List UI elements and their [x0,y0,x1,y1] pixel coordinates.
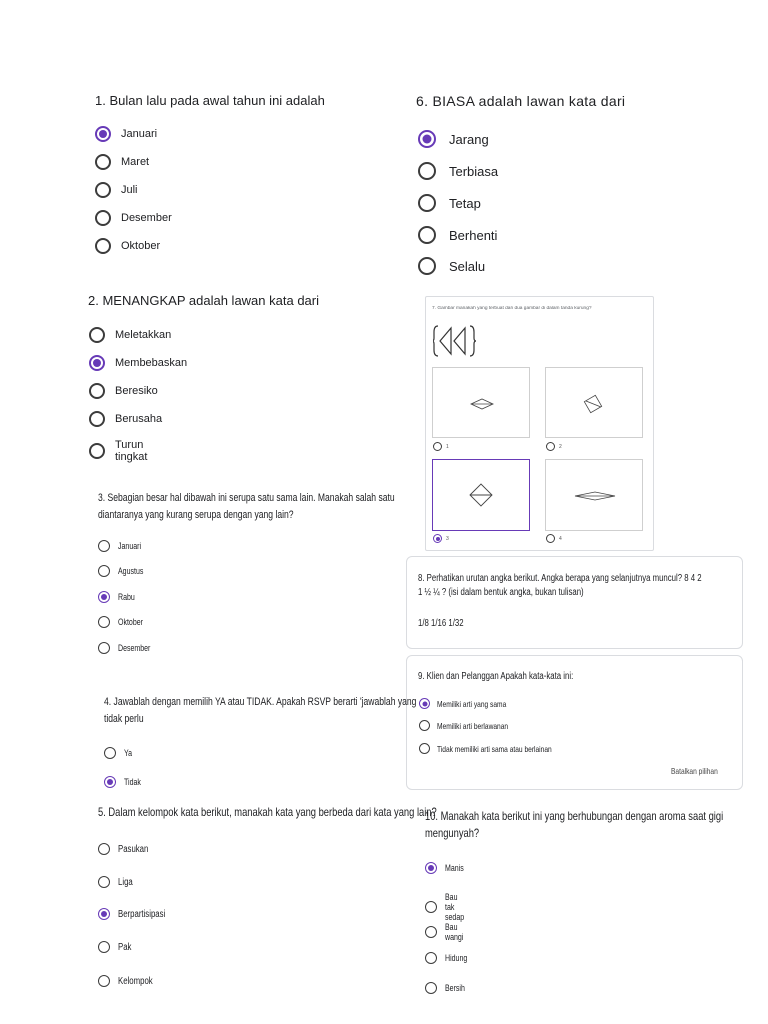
radio-icon[interactable] [95,238,111,254]
option-label: Liga [118,876,133,888]
option-maret[interactable] [95,154,149,170]
radio-icon[interactable] [98,975,110,987]
radio-selected-icon[interactable] [433,534,442,543]
radio-icon[interactable] [546,442,555,451]
radio-icon[interactable] [98,843,110,855]
option-label: Bersih [445,983,465,993]
question-title: 6. BIASA adalah lawan kata dari [416,93,626,109]
radio-selected-icon[interactable] [419,698,430,709]
option-tidak[interactable] [104,776,146,788]
question-7-card [425,296,654,551]
option-bau-wangi[interactable] [425,922,469,942]
question-title: 2. MENANGKAP adalah lawan kata dari [88,293,319,308]
option-januari[interactable] [95,126,157,142]
question-title: 1. Bulan lalu pada awal tahun ini adalah [95,93,325,108]
option-label: Berusaha [115,413,163,425]
option-label: Pasukan [118,843,149,855]
image-option-4[interactable] [545,459,643,531]
option-label: Oktober [118,617,143,627]
option-meletakkan[interactable] [89,327,171,343]
option-label: Juli [121,184,138,196]
question-title-line: 8. Perhatikan urutan angka berikut. Angka berapa yang selanjutnya muncul? 8 4 2 [418,573,702,584]
question-title-line: 1 ½ ¼ ? (isi dalam bentuk angka, bukan tulisan) [418,587,584,598]
option-berusaha[interactable] [89,411,162,427]
radio-icon[interactable] [95,210,111,226]
option-label: 2 [559,443,562,450]
option-hidung[interactable] [425,952,474,964]
option-oktober[interactable] [95,238,160,254]
radio-selected-icon[interactable] [425,862,437,874]
option-liga[interactable] [98,876,137,888]
option-label: Rabu [118,592,135,602]
option-beresiko[interactable] [89,383,158,399]
option-ya[interactable] [104,747,134,759]
option-juli[interactable] [95,182,138,198]
radio-icon[interactable] [89,383,105,399]
bracket-figure-icon [433,324,478,358]
option-bau-tak-sedap[interactable] [425,892,470,922]
question-title: 9. Klien dan Pelanggan Apakah kata-kata ini: [418,671,574,682]
question-title-line: 4. Jawablah dengan memilih YA atau TIDAK. Apakah RSVP berarti 'jawablah yang [104,696,417,708]
option-memiliki-arti-berlawanan[interactable] [419,720,528,731]
radio-icon[interactable] [89,443,105,459]
radio-icon[interactable] [418,194,436,212]
question-title-line: 10. Manakah kata berikut ini yang berhubungan dengan aroma saat gigi [425,809,724,823]
option-2[interactable] [546,442,562,451]
option-manis[interactable] [425,862,469,874]
radio-icon[interactable] [95,182,111,198]
radio-icon[interactable] [419,720,430,731]
radio-icon[interactable] [89,327,105,343]
radio-icon[interactable] [98,565,110,577]
option-4[interactable] [546,534,562,543]
option-label: Hidung [445,953,468,963]
radio-selected-icon[interactable] [104,776,116,788]
option-oktober[interactable] [98,616,150,628]
radio-icon[interactable] [98,876,110,888]
radio-icon[interactable] [89,411,105,427]
radio-icon[interactable] [425,926,437,938]
radio-icon[interactable] [95,154,111,170]
radio-icon[interactable] [418,257,436,275]
long-flat-diamond-icon [546,460,644,532]
option-label: Agustus [118,566,144,576]
option-3[interactable] [433,534,449,543]
option-label: Manis [445,863,464,873]
option-berhenti[interactable] [418,226,497,244]
option-label: Memiliki arti berlawanan [437,720,509,731]
radio-icon[interactable] [425,982,437,994]
option-label: Tidak memiliki arti sama atau berlainan [437,743,552,754]
option-label: Januari [121,128,158,140]
option-memiliki-arti-yang-sama[interactable] [419,698,526,709]
option-label: Tidak [124,777,141,787]
option-label: Turun tingkat [115,439,148,463]
answer-text-field[interactable]: 1/8 1/16 1/32 [418,618,464,629]
option-label: Berhenti [449,227,498,243]
option-berpartisipasi[interactable] [98,908,179,920]
radio-selected-icon[interactable] [98,591,110,603]
option-label: Terbiasa [449,163,499,179]
option-desember[interactable] [98,642,160,654]
option-label: Januari [118,541,142,551]
option-membebaskan[interactable] [89,355,187,371]
option-1[interactable] [433,442,449,451]
radio-selected-icon[interactable] [89,355,105,371]
option-label: Maret [121,156,150,168]
option-tetap[interactable] [418,194,481,212]
radio-icon[interactable] [104,747,116,759]
diamond-icon [433,460,529,530]
option-label: Desember [121,212,172,224]
option-label: Berpartisipasi [118,908,166,920]
image-option-3[interactable] [432,459,530,531]
option-selalu[interactable] [418,257,485,275]
radio-icon[interactable] [98,616,110,628]
radio-selected-icon[interactable] [95,126,111,142]
option-label: Ya [124,748,133,758]
question-9-card [406,655,743,790]
option-label: Tetap [449,195,481,211]
clear-selection-button[interactable]: Batalkan pilihan [671,766,718,776]
option-tidak-memiliki-arti[interactable] [419,743,584,754]
option-label: 4 [559,535,562,542]
radio-icon[interactable] [98,540,110,552]
option-label: Pak [118,941,132,953]
option-label: Selalu [449,258,486,274]
image-option-2[interactable] [545,367,643,438]
option-label: Memiliki arti yang sama [437,698,507,709]
radio-selected-icon[interactable] [418,130,436,148]
radio-icon[interactable] [418,226,436,244]
option-pak[interactable] [98,941,135,953]
radio-selected-icon[interactable] [98,908,110,920]
question-title-line: diantaranya yang kurang serupa dengan yang lain? [98,509,294,521]
option-label: 3 [446,535,449,542]
question-title-line: mengunyah? [425,826,480,840]
image-option-1[interactable] [432,367,530,438]
radio-icon[interactable] [419,743,430,754]
rotated-square-icon [546,368,644,439]
option-label: Desember [118,643,151,653]
option-label: Bau wangi [445,922,464,942]
question-title-line: tidak perlu [104,713,144,725]
option-label: 1 [446,443,449,450]
question-title-line: 3. Sebagian besar hal dibawah ini serupa satu sama lain. Manakah salah satu [98,492,395,504]
radio-icon[interactable] [98,642,110,654]
option-label: Oktober [121,240,161,252]
option-pasukan[interactable] [98,843,157,855]
radio-icon[interactable] [418,162,436,180]
radio-icon[interactable] [546,534,555,543]
option-label: Kelompok [118,975,153,987]
question-8-card [406,556,743,649]
question-title: 7. Gambar manakah yang terbuat dari dua gambar di dalam tanda kurung? [432,306,592,311]
option-label: Membebaskan [115,357,188,369]
option-jarang[interactable] [418,130,489,148]
option-desember[interactable] [95,210,172,226]
option-januari[interactable] [98,540,148,552]
option-label: Meletakkan [115,329,172,341]
option-terbiasa[interactable] [418,162,498,180]
option-label: Jarang [449,131,489,147]
option-agustus[interactable] [98,565,151,577]
radio-icon[interactable] [425,952,437,964]
question-title: 5. Dalam kelompok kata berikut, manakah kata yang berbeda dari kata yang lain? [98,805,437,819]
radio-icon[interactable] [98,941,110,953]
option-bersih[interactable] [425,982,471,994]
option-turun-tingkat[interactable] [89,439,147,463]
option-label: Bau tak sedap [445,892,465,922]
radio-icon[interactable] [433,442,442,451]
option-rabu[interactable] [98,591,140,603]
flat-diamond-icon [433,368,531,439]
radio-icon[interactable] [425,901,437,913]
option-label: Beresiko [115,385,158,397]
option-kelompok[interactable] [98,975,162,987]
